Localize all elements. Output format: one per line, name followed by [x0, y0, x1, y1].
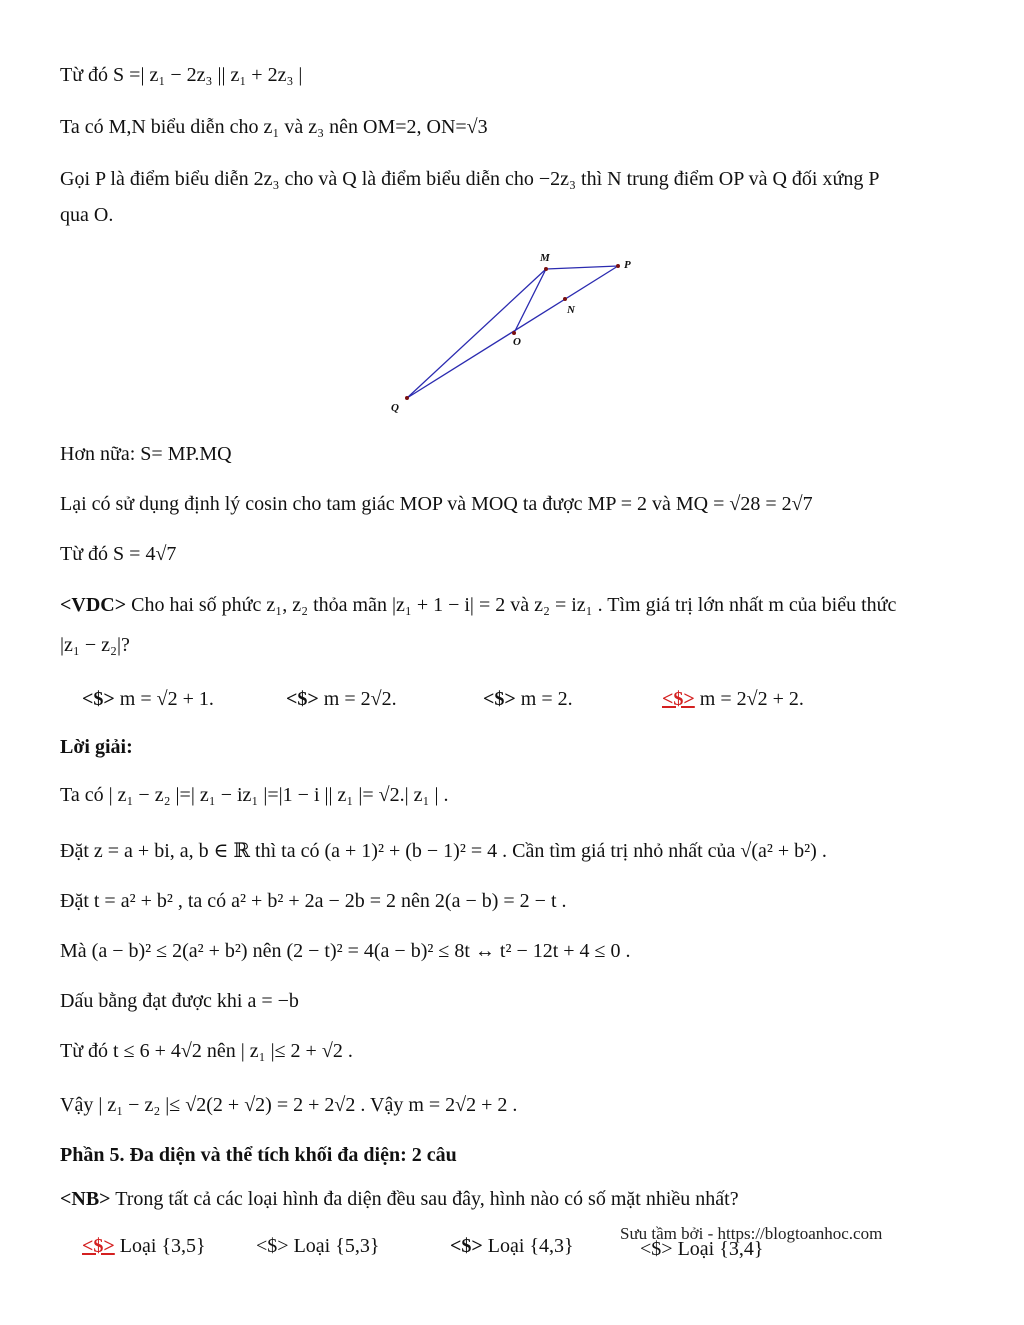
line-from-that-s: Từ đó S =| z₁ − 2z₃ || z₁ + 2z₃ |: [60, 64, 303, 86]
point-p: [616, 264, 620, 268]
geometry-figure: [380, 248, 650, 418]
solution-line-4: Mà (a − b)² ≤ 2(a² + b²) nên (2 − t)² = 4(a − b)² ≤ 8t ↔ t² − 12t + 4 ≤ 0 .: [60, 940, 631, 962]
choice-text: Loại {3,5}: [114, 1235, 206, 1257]
choice-tag: <$>: [450, 1235, 483, 1257]
line-result-s: Từ đó S = 4√7: [60, 543, 177, 565]
choice2-2[interactable]: [256, 1233, 379, 1259]
choice-4-correct[interactable]: [662, 686, 804, 712]
question-nb: [60, 1186, 739, 1212]
point-n: [563, 297, 567, 301]
choice-tag: <$>: [256, 1235, 289, 1257]
point-o: [512, 331, 516, 335]
choice-tag-correct: <$>: [82, 1235, 115, 1257]
choice-text: m = √2 + 1.: [114, 688, 214, 710]
choice-text: Loại {3,4}: [672, 1238, 764, 1260]
choice-2[interactable]: [286, 686, 397, 712]
choice2-3[interactable]: [450, 1233, 574, 1259]
segment-mo: [514, 269, 546, 333]
label-q: Q: [391, 402, 399, 414]
label-p: P: [624, 259, 631, 271]
line-moreover: Hơn nữa: S= MP.MQ: [60, 443, 232, 465]
solution-line-7: Vậy | z₁ − z₂ |≤ √2(2 + √2) = 2 + 2√2 . Vậy m = 2√2 + 2 .: [60, 1094, 518, 1116]
choice-text: m = 2√2 + 2.: [694, 688, 804, 710]
choice-3[interactable]: [483, 686, 573, 712]
choice-1[interactable]: [82, 686, 214, 712]
choice2-1-correct[interactable]: [82, 1233, 206, 1259]
point-q: [405, 396, 409, 400]
line-mn-represent: Ta có M,N biểu diễn cho z₁ và z₃ nên OM=2, ON=√3: [60, 116, 488, 138]
choice-text: m = 2.: [515, 688, 573, 710]
choice-text: m = 2√2.: [318, 688, 397, 710]
choice-tag-correct: <$>: [662, 688, 695, 710]
choice-text: Loại {4,3}: [482, 1235, 574, 1257]
solution-line-3: Đặt t = a² + b² , ta có a² + b² + 2a − 2b = 2 nên 2(a − b) = 2 − t .: [60, 890, 567, 912]
solution-line-5: Dấu bằng đạt được khi a = −b: [60, 990, 299, 1012]
choice-tag: <$>: [286, 688, 319, 710]
watermark: Sưu tầm bởi - https://blogtoanhoc.com: [620, 1224, 883, 1243]
choice-tag: <$>: [640, 1238, 673, 1260]
question-vdc-text: Cho hai số phức z₁, z₂ thỏa mãn |z₁ + 1 − i| = 2 và z₂ = iz₁ . Tìm giá trị lớn nhất m của biểu thức: [126, 594, 897, 616]
section-heading: Phần 5. Đa diện và thể tích khối đa diện: 2 câu: [60, 1144, 457, 1166]
solution-line-2: Đặt z = a + bi, a, b ∈ ℝ thì ta có (a + 1)² + (b − 1)² = 4 . Cần tìm giá trị nhỏ nhất của √(a² + b²) .: [60, 840, 827, 862]
solution-line-6: Từ đó t ≤ 6 + 4√2 nên | z₁ |≤ 2 + √2 .: [60, 1040, 353, 1062]
label-o: O: [513, 336, 521, 348]
segment-mq: [407, 269, 546, 398]
tag-vdc: <VDC>: [60, 594, 127, 616]
question-vdc-cont: |z₁ − z₂|?: [60, 634, 130, 656]
label-n: N: [567, 304, 575, 316]
line-through-o: qua O.: [60, 204, 114, 226]
question-vdc: [60, 592, 896, 618]
line-define-p-q: Gọi P là điểm biểu diễn 2z₃ cho và Q là điểm biểu diễn cho −2z₃ thì N trung điểm OP và Q đối xứng P: [60, 168, 880, 190]
segment-mp: [546, 266, 618, 269]
point-m: [544, 267, 548, 271]
question-nb-text: Trong tất cả các loại hình đa diện đều sau đây, hình nào có số mặt nhiều nhất?: [110, 1188, 739, 1210]
choice-tag: <$>: [82, 688, 115, 710]
choice-text: Loại {5,3}: [288, 1235, 380, 1257]
solution-line-1: Ta có | z₁ − z₂ |=| z₁ − iz₁ |=|1 − i || z₁ |= √2.| z₁ | .: [60, 784, 449, 806]
choice-tag: <$>: [483, 688, 516, 710]
line-cosine-law: Lại có sử dụng định lý cosin cho tam giác MOP và MOQ ta được MP = 2 và MQ = √28 = 2√7: [60, 493, 813, 515]
solution-heading: Lời giải:: [60, 736, 133, 758]
label-m: M: [540, 252, 550, 264]
tag-nb: <NB>: [60, 1188, 111, 1210]
